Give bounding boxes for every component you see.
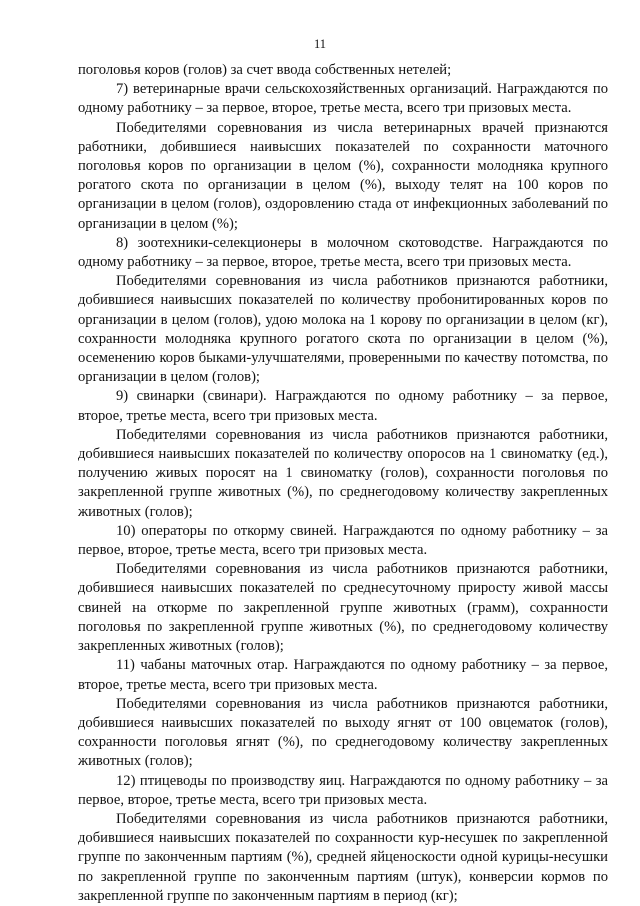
paragraph: Победителями соревнования из числа работников признаются работники, добившиеся наивысших показателей по среднесуточному приросту живой массы свиней на откорме по закрепленной группе животных (грамм), сохранности поголовья по закрепленной группе животных (%), по среднегодовому количеству закрепленных животных (голов); bbox=[78, 561, 608, 655]
page-number: 11 bbox=[313, 37, 327, 51]
paragraph: Победителями соревнования из числа работников признаются работники, добившиеся наивысших показателей по выходу ягнят от 100 овцематок (голов), сохранности поголовья ягнят (%), по среднегодовому количеству закрепленных животных (голов); bbox=[78, 695, 608, 770]
paragraph: 11) чабаны маточных отар. Награждаются по одному работнику – за первое, второе, третье места, всего три призовых места. bbox=[78, 657, 608, 693]
paragraph: 10) операторы по откорму свиней. Награждаются по одному работнику – за первое, второе, третье места, всего три призовых места. bbox=[78, 522, 608, 559]
paragraph: 8) зоотехники-селекционеры в молочном скотоводстве. Награждаются по одному работнику – за первое, второе, третье места, всего три призовых места. bbox=[78, 234, 608, 271]
paragraph: 12) птицеводы по производству яиц. Награждаются по одному работнику – за первое, второе, третье места, всего три призовых места. bbox=[78, 772, 608, 808]
paragraph: Победителями соревнования из числа работников признаются работники, добившиеся наивысших показателей по количеству опоросов на 1 свиноматку (ед.), получению живых поросят на 1 свиноматку (голов), сохранности поголовья по закрепленной группе животных (%), по среднегодовому количеству закрепленных животных (голов); bbox=[78, 426, 608, 520]
paragraph: поголовья коров (голов) за счет ввода собственных нетелей; bbox=[78, 62, 452, 78]
paragraph: Победителями соревнования из числа работников признаются работники, добившиеся наивысших показателей по сохранности кур-несушек по закрепленной группе по законченным партиям (%), средней яйценоскости одной курицы-несушки по закрепленной группе по законченным партиям (штук), конверсии кормов по закрепленной группе по законченным партиям в период (кг); bbox=[78, 810, 608, 904]
paragraph: 9) свинарки (свинари). Награждаются по одному работнику – за первое, второе, третье места, всего три призовых места. bbox=[78, 388, 608, 424]
paragraph: Победителями соревнования из числа ветеринарных врачей признаются работники, добившиеся наивысших показателей по сохранности маточного поголовья коров по организации в целом (%), сохранности молодняка крупного рогатого скота по организации в целом (%), выходу телят на 100 коров по организации в целом (голов), оздоровлению стада от инфекционных заболеваний по организации в целом (%); bbox=[78, 119, 608, 232]
paragraph: 7) ветеринарные врачи сельскохозяйственных организаций. Награждаются по одному работнику – за первое, второе, третье места, всего три призовых места. bbox=[78, 81, 608, 117]
document-body bbox=[78, 61, 608, 906]
paragraph: Победителями соревнования из числа работников признаются работники, добившиеся наивысших показателей по количеству пробонитированных коров по организации в целом (голов), удою молока на 1 корову по организации в целом (кг), сохранности молодняка крупного рогатого скота по организации в целом (%), осеменению коров быками-улучшателями, проверенными по качеству потомства, по организации в целом (голов); bbox=[78, 273, 608, 386]
